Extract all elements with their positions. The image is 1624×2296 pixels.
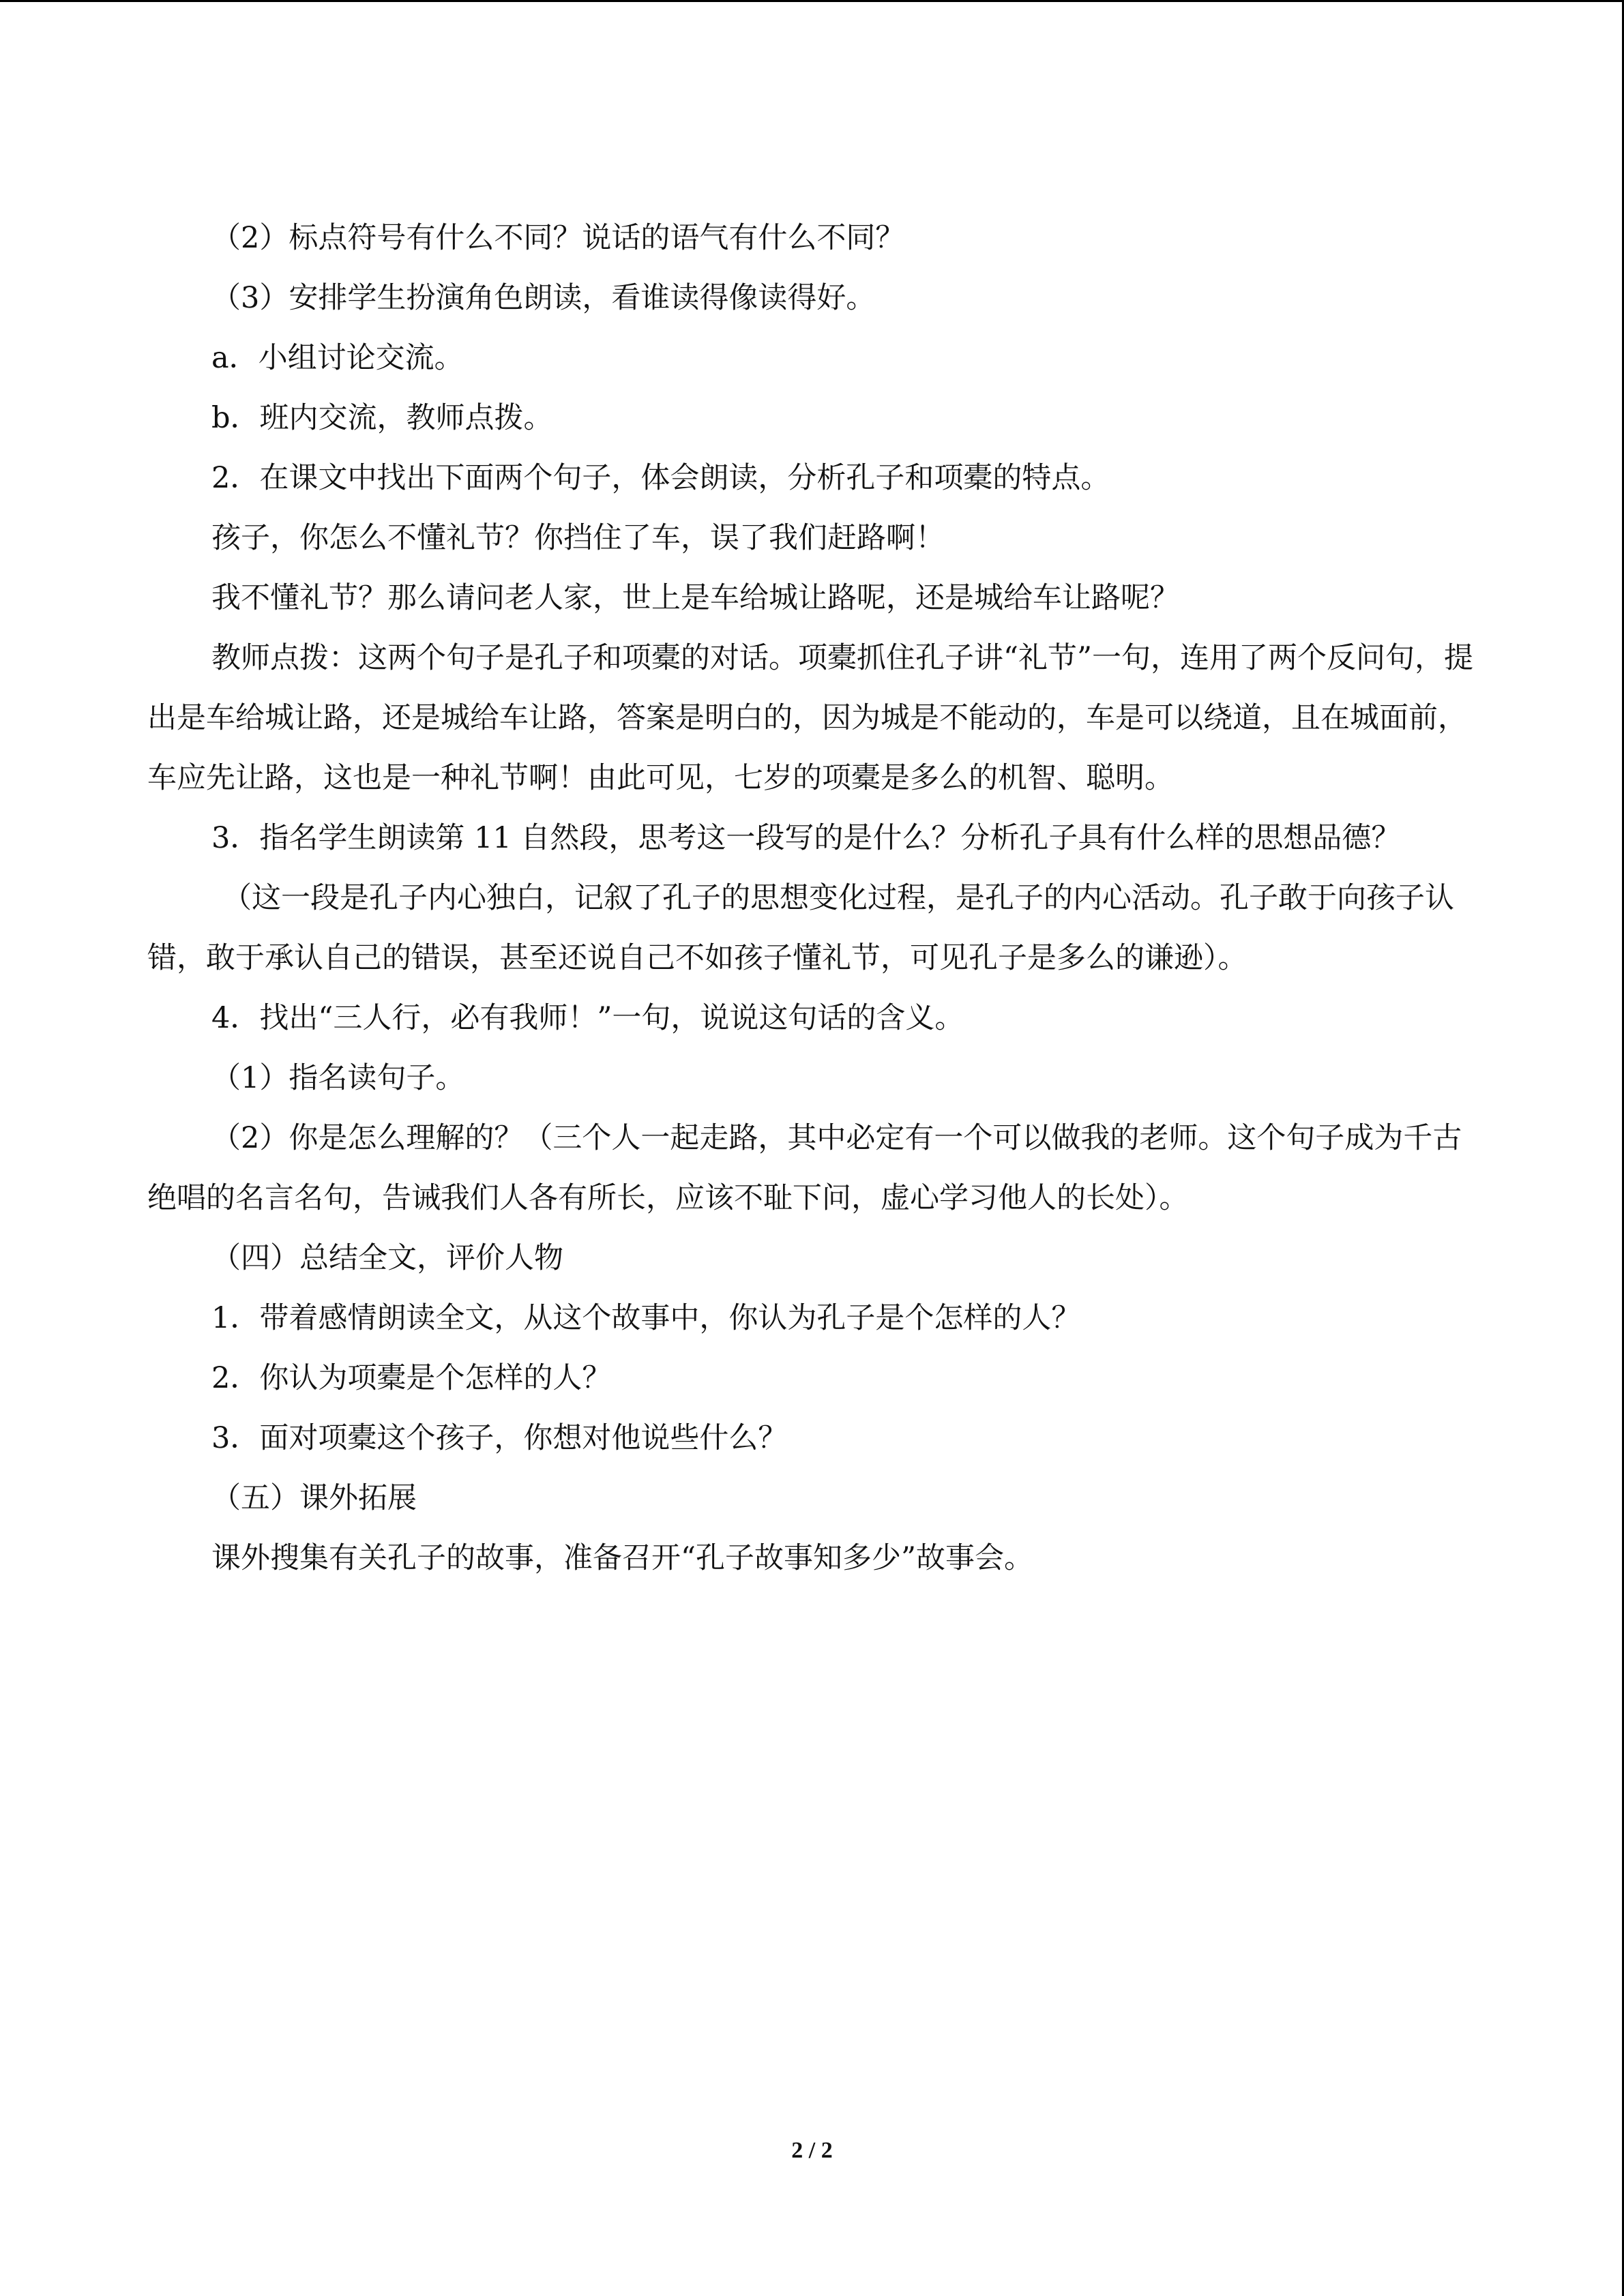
paragraph: 课外搜集有关孔子的故事，准备召开“孔子故事知多少”故事会。 [211, 1541, 1033, 1575]
paragraph: （2）你是怎么理解的？（三个人一起走路，其中必定有一个可以做我的老师。这个句子成为千古绝唱的名言名句，告诫我们人各有所长，应该不耻下问，虚心学习他人的长处）。 [147, 1121, 1462, 1215]
paragraph: 2．在课文中找出下面两个句子，体会朗读，分析孔子和项橐的特点。 [211, 461, 1110, 495]
page-number: 2 / 2 [791, 2138, 833, 2163]
paragraph: （1）指名读句子。 [211, 1061, 465, 1095]
paragraph: 3．面对项橐这个孩子，你想对他说些什么？ [211, 1421, 788, 1455]
paragraph: 4．找出“三人行，必有我师！”一句，说说这句话的含义。 [211, 1001, 964, 1035]
paragraph: 教师点拨：这两个句子是孔子和项橐的对话。项橐抓住孔子讲“礼节”一句，连用了两个反问句，提出是车给城让路，还是城给车让路，答案是明白的，因为城是不能动的，车是可以绕道，且在城面前，车应先让路，这也是一种礼节啊！由此可见，七岁的项橐是多么的机智、聪明。 [147, 641, 1473, 795]
paragraph: （五）课外拓展 [211, 1481, 417, 1515]
paragraph: 1．带着感情朗读全文，从这个故事中，你认为孔子是个怎样的人？ [211, 1301, 1081, 1335]
paragraph: a．小组讨论交流。 [211, 341, 464, 375]
paragraph: 孩子，你怎么不懂礼节？你挡住了车，误了我们赶路啊！ [211, 521, 945, 555]
paragraph: 我不懂礼节？那么请问老人家，世上是车给城让路呢，还是城给车让路呢？ [211, 581, 1179, 615]
paragraph: 3．指名学生朗读第 11 自然段，思考这一段写的是什么？分析孔子具有什么样的思想品德？ [211, 821, 1401, 855]
paragraph: （2）标点符号有什么不同？说话的语气有什么不同？ [211, 221, 905, 255]
paragraph: （这一段是孔子内心独白，记叙了孔子的思想变化过程，是孔子的内心活动。孔子敢于向孩子认错，敢于承认自己的错误，甚至还说自己不如孩子懂礼节，可见孔子是多么的谦逊）。 [147, 881, 1454, 975]
paragraph: b．班内交流，教师点拨。 [211, 401, 553, 435]
paragraph: （四）总结全文，评价人物 [211, 1241, 563, 1275]
document-body [147, 208, 1477, 1588]
paragraph: 2．你认为项橐是个怎样的人？ [211, 1361, 612, 1395]
paragraph: （3）安排学生扮演角色朗读，看谁读得像读得好。 [211, 281, 876, 315]
